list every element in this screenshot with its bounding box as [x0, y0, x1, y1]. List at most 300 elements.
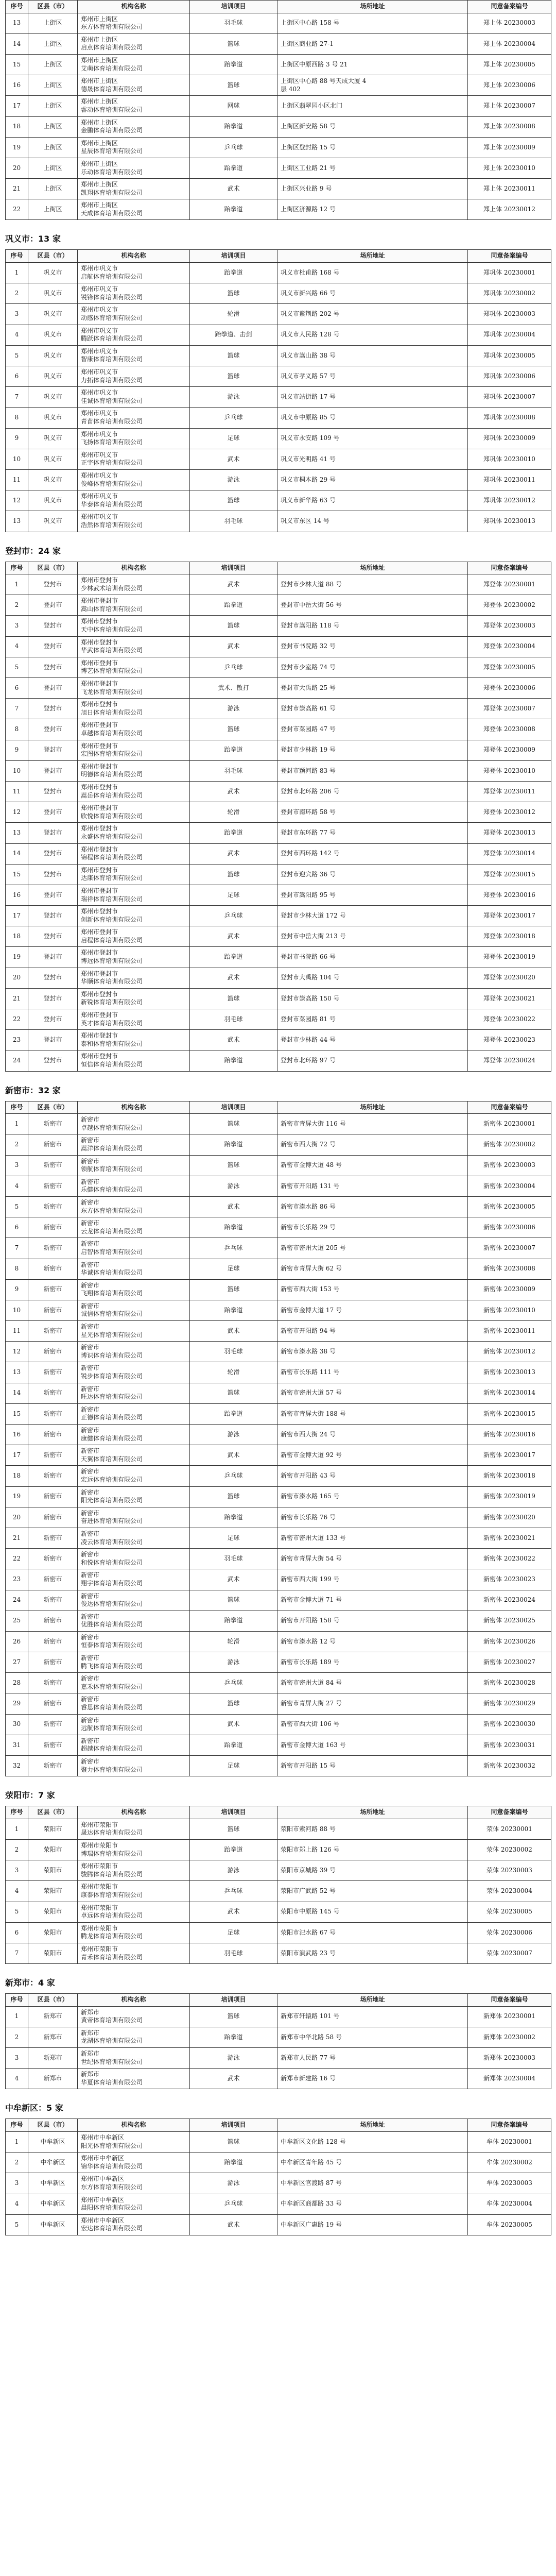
row-index: 3 [6, 2173, 28, 2194]
registry-table [5, 1101, 551, 1777]
row-training-item: 篮球 [190, 864, 277, 885]
table-row [6, 885, 551, 905]
row-record-number: 郑登体 20230017 [468, 906, 551, 926]
column-header: 区县（市） [28, 1, 78, 13]
row-index: 29 [6, 1693, 28, 1714]
row-address: 新密市青屏大街 54 号 [277, 1549, 468, 1569]
row-training-item: 武术、散打 [190, 678, 277, 699]
row-training-item: 篮球 [190, 1279, 277, 1300]
row-org-name: 郑州市上街区 艾萌体育培训有限公司 [78, 54, 190, 75]
table-row [6, 699, 551, 719]
table-row [6, 137, 551, 158]
column-header: 同意备案编号 [468, 1, 551, 13]
row-region: 新密市 [28, 1383, 78, 1403]
row-index: 8 [6, 719, 28, 740]
row-record-number: 牟体 20230004 [468, 2194, 551, 2214]
table-row [6, 1134, 551, 1155]
row-training-item: 羽毛球 [190, 1342, 277, 1362]
row-record-number: 郑登体 20230009 [468, 740, 551, 760]
row-region: 新密市 [28, 1217, 78, 1238]
table-row [6, 719, 551, 740]
row-address: 新密市密州大道 205 号 [277, 1238, 468, 1259]
table-row [6, 75, 551, 96]
row-region: 新密市 [28, 1445, 78, 1466]
row-org-name: 郑州市上街区 凯翔体育培训有限公司 [78, 179, 190, 199]
row-record-number: 荥体 20230006 [468, 1922, 551, 1943]
row-index: 3 [6, 616, 28, 636]
row-address: 登封市少室路 74 号 [277, 657, 468, 677]
row-training-item: 篮球 [190, 988, 277, 1009]
row-index: 4 [6, 2069, 28, 2089]
row-index: 13 [6, 823, 28, 843]
row-record-number: 新密体 20230007 [468, 1238, 551, 1259]
row-org-name: 新密市 旺达体育培训有限公司 [78, 1383, 190, 1403]
row-address: 登封市大禹路 104 号 [277, 968, 468, 988]
row-org-name: 新密市 飞翔体育培训有限公司 [78, 1279, 190, 1300]
column-header: 区县（市） [28, 562, 78, 574]
row-record-number: 郑登体 20230016 [468, 885, 551, 905]
district-section [5, 2102, 551, 2235]
row-index: 15 [6, 54, 28, 75]
table-row [6, 616, 551, 636]
row-record-number: 荥体 20230007 [468, 1943, 551, 1963]
row-region: 新密市 [28, 1756, 78, 1776]
table-row [6, 1714, 551, 1735]
row-region: 巩义市 [28, 366, 78, 387]
row-address: 巩义市站街路 17 号 [277, 387, 468, 408]
row-index: 17 [6, 96, 28, 116]
row-address: 中牟新区青年路 45 号 [277, 2153, 468, 2173]
row-record-number: 郑巩体 20230001 [468, 263, 551, 283]
row-region: 荥阳市 [28, 1860, 78, 1881]
row-record-number: 新密体 20230027 [468, 1652, 551, 1673]
row-record-number: 荥体 20230001 [468, 1819, 551, 1839]
row-training-item: 篮球 [190, 616, 277, 636]
table-row [6, 947, 551, 968]
row-training-item: 跆拳道 [190, 158, 277, 178]
row-region: 新密市 [28, 1259, 78, 1279]
row-org-name: 新密市 嘉禾体育培训有限公司 [78, 1673, 190, 1693]
row-record-number: 新郑体 20230002 [468, 2027, 551, 2047]
row-training-item: 跆拳道 [190, 116, 277, 137]
registry-table [5, 562, 551, 1072]
row-org-name: 郑州市巩义市 启航体育培训有限公司 [78, 263, 190, 283]
table-row [6, 1425, 551, 1445]
row-record-number: 郑登体 20230010 [468, 760, 551, 781]
table-row [6, 1693, 551, 1714]
row-org-name: 郑州市登封市 飞龙体育培训有限公司 [78, 678, 190, 699]
registry-table [5, 2119, 551, 2235]
table-row [6, 1196, 551, 1217]
row-region: 巩义市 [28, 345, 78, 366]
row-training-item: 篮球 [190, 283, 277, 304]
row-training-item: 篮球 [190, 1693, 277, 1714]
row-region: 中牟新区 [28, 2153, 78, 2173]
row-record-number: 郑登体 20230023 [468, 1030, 551, 1050]
row-address: 新密市金博大道 92 号 [277, 1445, 468, 1466]
row-address: 中牟新区官渡路 87 号 [277, 2173, 468, 2194]
row-record-number: 郑登体 20230001 [468, 574, 551, 595]
row-region: 巩义市 [28, 263, 78, 283]
row-org-name: 郑州市登封市 华武体育培训有限公司 [78, 636, 190, 657]
row-index: 3 [6, 2048, 28, 2069]
row-record-number: 郑上体 20230010 [468, 158, 551, 178]
row-org-name: 新密市 启智体育培训有限公司 [78, 1238, 190, 1259]
row-address: 新密市金博大道 48 号 [277, 1155, 468, 1176]
row-region: 登封市 [28, 740, 78, 760]
row-training-item: 足球 [190, 1922, 277, 1943]
registry-table [5, 1993, 551, 2089]
row-training-item: 武术 [190, 781, 277, 802]
row-org-name: 郑州市登封市 瑞祥体育培训有限公司 [78, 885, 190, 905]
row-index: 8 [6, 408, 28, 428]
row-index: 1 [6, 1114, 28, 1134]
row-org-name: 新密市 腾飞体育培训有限公司 [78, 1652, 190, 1673]
row-record-number: 新密体 20230021 [468, 1528, 551, 1548]
row-org-name: 郑州市登封市 恒信体育培训有限公司 [78, 1050, 190, 1071]
row-org-name: 郑州市登封市 锦程体育培训有限公司 [78, 843, 190, 864]
row-training-item: 足球 [190, 1756, 277, 1776]
row-record-number: 郑巩体 20230003 [468, 304, 551, 325]
row-index: 15 [6, 864, 28, 885]
row-address: 登封市少林大道 88 号 [277, 574, 468, 595]
row-record-number: 郑上体 20230006 [468, 75, 551, 96]
row-record-number: 新密体 20230024 [468, 1590, 551, 1611]
table-row [6, 428, 551, 449]
row-index: 24 [6, 1590, 28, 1611]
district-section [5, 0, 551, 220]
row-index: 13 [6, 1362, 28, 1383]
row-address: 上街区兴业路 9 号 [277, 179, 468, 199]
row-org-name: 郑州市上街区 东方体育培训有限公司 [78, 13, 190, 33]
row-index: 15 [6, 1403, 28, 1424]
row-region: 新密市 [28, 1714, 78, 1735]
row-address: 新密市西大街 72 号 [277, 1134, 468, 1155]
row-org-name: 郑州市登封市 天中体育培训有限公司 [78, 616, 190, 636]
row-org-name: 郑州市巩义市 力拓体育培训有限公司 [78, 366, 190, 387]
row-record-number: 新密体 20230014 [468, 1383, 551, 1403]
table-row [6, 1652, 551, 1673]
table-row [6, 2132, 551, 2153]
row-training-item: 篮球 [190, 33, 277, 54]
row-record-number: 郑上体 20230009 [468, 137, 551, 158]
table-row [6, 33, 551, 54]
row-index: 22 [6, 199, 28, 220]
row-training-item: 跆拳道 [190, 1507, 277, 1528]
row-record-number: 新密体 20230012 [468, 1342, 551, 1362]
section-title: 巩义市：13 家 [5, 234, 61, 244]
row-record-number: 郑登体 20230005 [468, 657, 551, 677]
row-org-name: 新密市 乐健体育培训有限公司 [78, 1176, 190, 1196]
table-row [6, 1300, 551, 1320]
row-training-item: 乒乓球 [190, 1238, 277, 1259]
row-region: 登封市 [28, 719, 78, 740]
row-region: 中牟新区 [28, 2173, 78, 2194]
row-training-item: 篮球 [190, 2006, 277, 2027]
row-training-item: 篮球 [190, 1819, 277, 1839]
row-region: 新郑市 [28, 2027, 78, 2047]
row-index: 2 [6, 283, 28, 304]
row-address: 新密市青屏大街 188 号 [277, 1403, 468, 1424]
table-row [6, 1403, 551, 1424]
row-org-name: 新密市 聚力体育培训有限公司 [78, 1756, 190, 1776]
row-record-number: 荥体 20230005 [468, 1902, 551, 1922]
row-index: 18 [6, 116, 28, 137]
row-index: 4 [6, 325, 28, 345]
row-address: 新密市开阳路 158 号 [277, 1611, 468, 1631]
row-training-item: 跆拳道 [190, 1611, 277, 1631]
row-index: 4 [6, 2194, 28, 2214]
column-header: 培训项目 [190, 1101, 277, 1114]
row-address: 登封市西环路 142 号 [277, 843, 468, 864]
row-training-item: 跆拳道、击剑 [190, 325, 277, 345]
column-header: 机构名称 [78, 2119, 190, 2132]
column-header: 机构名称 [78, 1806, 190, 1819]
row-org-name: 郑州市上街区 星辰体育培训有限公司 [78, 137, 190, 158]
row-org-name: 郑州市登封市 创新体育培训有限公司 [78, 906, 190, 926]
row-record-number: 新密体 20230028 [468, 1673, 551, 1693]
column-header: 培训项目 [190, 2119, 277, 2132]
row-address: 登封市少林路 44 号 [277, 1030, 468, 1050]
row-index: 21 [6, 988, 28, 1009]
row-index: 6 [6, 366, 28, 387]
row-index: 12 [6, 1342, 28, 1362]
row-org-name: 郑州市巩义市 青苗体育培训有限公司 [78, 408, 190, 428]
row-training-item: 篮球 [190, 490, 277, 511]
row-org-name: 新密市 星光体育培训有限公司 [78, 1321, 190, 1342]
row-index: 14 [6, 1383, 28, 1403]
row-training-item: 武术 [190, 1569, 277, 1590]
row-training-item: 篮球 [190, 1155, 277, 1176]
row-index: 28 [6, 1673, 28, 1693]
row-index: 17 [6, 906, 28, 926]
row-record-number: 郑登体 20230002 [468, 595, 551, 616]
row-index: 5 [6, 657, 28, 677]
row-org-name: 郑州市巩义市 智康体育培训有限公司 [78, 345, 190, 366]
row-region: 登封市 [28, 595, 78, 616]
row-address: 中牟新区商都路 33 号 [277, 2194, 468, 2214]
row-address: 新密市青屏大街 116 号 [277, 1114, 468, 1134]
row-training-item: 跆拳道 [190, 2027, 277, 2047]
row-record-number: 新密体 20230008 [468, 1259, 551, 1279]
row-index: 7 [6, 387, 28, 408]
row-address: 登封市书院路 32 号 [277, 636, 468, 657]
table-row [6, 1009, 551, 1030]
row-record-number: 郑上体 20230007 [468, 96, 551, 116]
row-org-name: 新密市 凌云体育培训有限公司 [78, 1528, 190, 1548]
table-row [6, 54, 551, 75]
table-row [6, 199, 551, 220]
row-index: 31 [6, 1735, 28, 1755]
row-training-item: 足球 [190, 428, 277, 449]
table-row [6, 1279, 551, 1300]
row-org-name: 郑州市登封市 泰和体育培训有限公司 [78, 1030, 190, 1050]
column-header: 序号 [6, 1101, 28, 1114]
row-org-name: 郑州市登封市 宏图体育培训有限公司 [78, 740, 190, 760]
row-address: 巩义市桐本路 29 号 [277, 469, 468, 490]
row-address: 新密市开阳路 94 号 [277, 1321, 468, 1342]
row-region: 登封市 [28, 968, 78, 988]
row-record-number: 郑巩体 20230008 [468, 408, 551, 428]
table-row [6, 1839, 551, 1860]
row-index: 3 [6, 1155, 28, 1176]
row-training-item: 跆拳道 [190, 823, 277, 843]
row-record-number: 荥体 20230002 [468, 1839, 551, 1860]
row-org-name: 郑州市巩义市 飞扬体育培训有限公司 [78, 428, 190, 449]
row-record-number: 新密体 20230023 [468, 1569, 551, 1590]
row-record-number: 新密体 20230032 [468, 1756, 551, 1776]
row-region: 登封市 [28, 657, 78, 677]
row-org-name: 郑州市巩义市 华泰体育培训有限公司 [78, 490, 190, 511]
column-header: 同意备案编号 [468, 1994, 551, 2007]
row-record-number: 新密体 20230026 [468, 1631, 551, 1652]
row-org-name: 郑州市登封市 嵩山体育培训有限公司 [78, 595, 190, 616]
row-record-number: 郑登体 20230011 [468, 781, 551, 802]
row-index: 27 [6, 1652, 28, 1673]
row-index: 8 [6, 1259, 28, 1279]
table-row [6, 263, 551, 283]
row-org-name: 新密市 卓越体育培训有限公司 [78, 1114, 190, 1134]
row-address: 新密市开阳路 15 号 [277, 1756, 468, 1776]
row-training-item: 武术 [190, 1714, 277, 1735]
row-region: 巩义市 [28, 469, 78, 490]
row-index: 9 [6, 1279, 28, 1300]
table-row [6, 408, 551, 428]
row-region: 新密市 [28, 1590, 78, 1611]
row-org-name: 郑州市巩义市 正宇体育培训有限公司 [78, 449, 190, 469]
row-index: 12 [6, 802, 28, 823]
row-region: 上街区 [28, 75, 78, 96]
row-record-number: 新密体 20230018 [468, 1466, 551, 1486]
row-org-name: 郑州市登封市 嵩岳体育培训有限公司 [78, 781, 190, 802]
row-training-item: 武术 [190, 1445, 277, 1466]
row-training-item: 轮滑 [190, 802, 277, 823]
row-record-number: 牟体 20230005 [468, 2214, 551, 2235]
row-training-item: 游泳 [190, 1860, 277, 1881]
row-training-item: 轮滑 [190, 1362, 277, 1383]
row-org-name: 新密市 阳光体育培训有限公司 [78, 1486, 190, 1507]
row-region: 登封市 [28, 1009, 78, 1030]
row-address: 新密市溱水路 165 号 [277, 1486, 468, 1507]
row-address: 上街区中心路 88 号天成大厦 4 层 402 [277, 75, 468, 96]
column-header: 同意备案编号 [468, 1806, 551, 1819]
row-record-number: 新密体 20230030 [468, 1714, 551, 1735]
row-index: 18 [6, 926, 28, 947]
row-training-item: 游泳 [190, 387, 277, 408]
row-org-name: 郑州市登封市 少林武术培训有限公司 [78, 574, 190, 595]
row-address: 荥阳市中原路 145 号 [277, 1902, 468, 1922]
table-header-row [6, 2119, 551, 2132]
row-training-item: 篮球 [190, 1114, 277, 1134]
row-record-number: 新密体 20230016 [468, 1425, 551, 1445]
row-training-item: 乒乓球 [190, 137, 277, 158]
row-training-item: 游泳 [190, 1176, 277, 1196]
row-org-name: 新密市 超越体育培训有限公司 [78, 1735, 190, 1755]
row-index: 6 [6, 1217, 28, 1238]
row-index: 19 [6, 947, 28, 968]
row-training-item: 足球 [190, 1259, 277, 1279]
row-address: 新密市密州大道 133 号 [277, 1528, 468, 1548]
table-row [6, 1114, 551, 1134]
row-record-number: 郑登体 20230012 [468, 802, 551, 823]
row-record-number: 新密体 20230004 [468, 1176, 551, 1196]
row-record-number: 新密体 20230019 [468, 1486, 551, 1507]
row-record-number: 郑上体 20230003 [468, 13, 551, 33]
row-region: 登封市 [28, 760, 78, 781]
row-region: 新密市 [28, 1114, 78, 1134]
row-region: 巩义市 [28, 283, 78, 304]
row-training-item: 足球 [190, 1528, 277, 1548]
row-address: 新郑市轩辕路 101 号 [277, 2006, 468, 2027]
column-header: 培训项目 [190, 1, 277, 13]
row-index: 21 [6, 1528, 28, 1548]
table-header-row [6, 1101, 551, 1114]
row-index: 16 [6, 75, 28, 96]
row-region: 荥阳市 [28, 1819, 78, 1839]
row-region: 新郑市 [28, 2048, 78, 2069]
column-header: 场所地址 [277, 250, 468, 263]
row-record-number: 郑巩体 20230004 [468, 325, 551, 345]
row-org-name: 新密市 云龙体育培训有限公司 [78, 1217, 190, 1238]
row-index: 20 [6, 1507, 28, 1528]
row-region: 登封市 [28, 1030, 78, 1050]
row-region: 新密市 [28, 1342, 78, 1362]
table-row [6, 781, 551, 802]
row-org-name: 郑州市荥阳市 骏腾体育培训有限公司 [78, 1860, 190, 1881]
row-record-number: 新密体 20230017 [468, 1445, 551, 1466]
table-row [6, 1860, 551, 1881]
row-training-item: 篮球 [190, 345, 277, 366]
row-training-item: 篮球 [190, 1590, 277, 1611]
row-record-number: 郑上体 20230005 [468, 54, 551, 75]
row-address: 上街区登封路 15 号 [277, 137, 468, 158]
row-record-number: 郑巩体 20230005 [468, 345, 551, 366]
row-index: 11 [6, 1321, 28, 1342]
registry-table [5, 1806, 551, 1964]
row-training-item: 羽毛球 [190, 1549, 277, 1569]
table-row [6, 490, 551, 511]
row-region: 新郑市 [28, 2069, 78, 2089]
row-region: 登封市 [28, 906, 78, 926]
row-region: 上街区 [28, 137, 78, 158]
table-row [6, 864, 551, 885]
row-training-item: 跆拳道 [190, 1050, 277, 1071]
row-training-item: 篮球 [190, 719, 277, 740]
row-org-name: 郑州市巩义市 腾跃体育培训有限公司 [78, 325, 190, 345]
row-record-number: 牟体 20230001 [468, 2132, 551, 2153]
column-header: 培训项目 [190, 1806, 277, 1819]
row-address: 新密市长乐路 76 号 [277, 1507, 468, 1528]
table-row [6, 179, 551, 199]
row-region: 荥阳市 [28, 1839, 78, 1860]
row-org-name: 新密市 领航体育培训有限公司 [78, 1155, 190, 1176]
row-record-number: 郑登体 20230004 [468, 636, 551, 657]
row-index: 26 [6, 1631, 28, 1652]
row-index: 7 [6, 1238, 28, 1259]
row-record-number: 郑上体 20230004 [468, 33, 551, 54]
row-address: 新密市溱水路 38 号 [277, 1342, 468, 1362]
row-address: 登封市少林大道 172 号 [277, 906, 468, 926]
table-row [6, 1238, 551, 1259]
row-org-name: 郑州市荥阳市 康泰体育培训有限公司 [78, 1881, 190, 1902]
row-org-name: 新密市 恒泰体育培训有限公司 [78, 1631, 190, 1652]
row-region: 登封市 [28, 574, 78, 595]
row-training-item: 篮球 [190, 1383, 277, 1403]
row-org-name: 郑州市登封市 英才体育培训有限公司 [78, 1009, 190, 1030]
column-header: 培训项目 [190, 1994, 277, 2007]
row-region: 荥阳市 [28, 1922, 78, 1943]
row-region: 新密市 [28, 1631, 78, 1652]
